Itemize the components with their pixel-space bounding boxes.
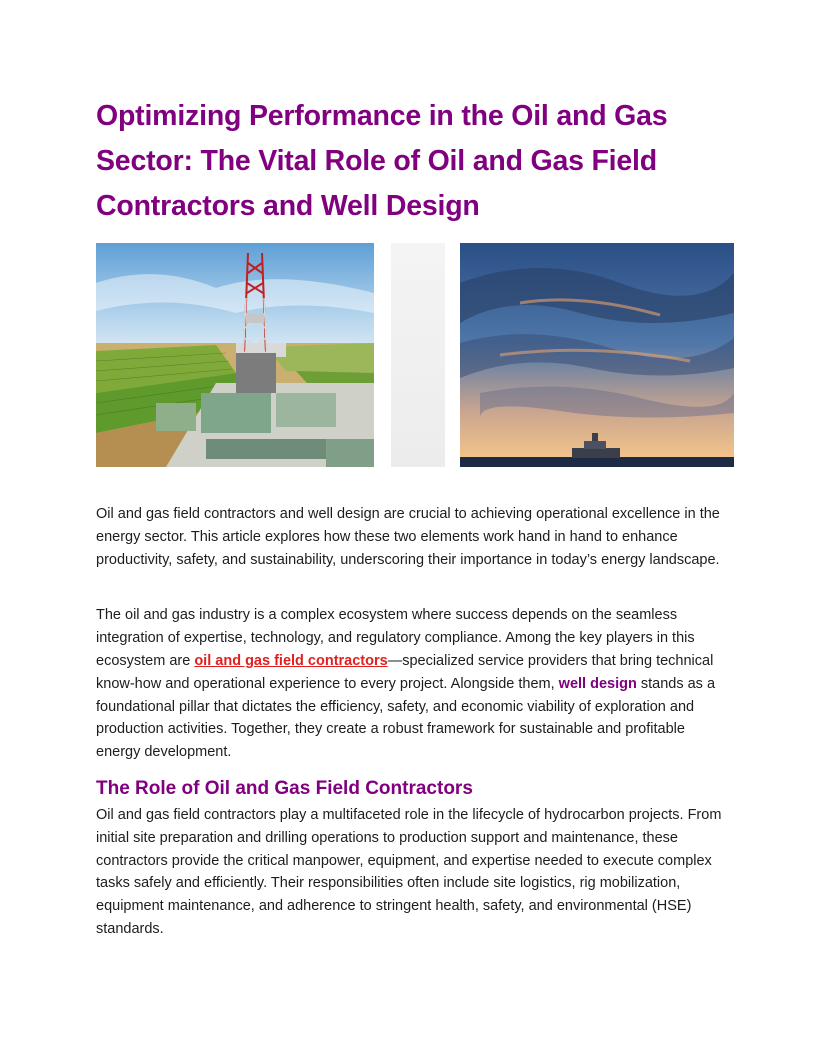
drilling-rig-photo [96, 243, 374, 467]
ecosystem-paragraph [96, 604, 726, 764]
p2-text-2: —specialized service providers that bring technical know-how and operational experience to every project. Alongside them, [96, 652, 714, 692]
p2-text-3: stands as a foundational pillar that dictates the efficiency, safety, and economic viability of exploration and production activities. Together, they create a robust framework for sustainable and profitable energy development. [96, 675, 716, 761]
image-row [96, 243, 726, 469]
oil-gas-contractors-link[interactable]: oil and gas field contractors [194, 652, 388, 669]
page-title: Optimizing Performance in the Oil and Gas Sector: The Vital Role of Oil and Gas Field Contractors and Well Design [96, 100, 668, 222]
offshore-rig-sunset-photo [460, 243, 734, 467]
image-spacer [391, 243, 445, 467]
contractors-paragraph: Oil and gas field contractors play a multifaceted role in the lifecycle of hydrocarbon projects. From initial site preparation and drilling operations to production support and maintenance, these contractors provide the critical manpower, equipment, and expertise needed to execute complex tasks safely and efficiently. Their responsibilities often include site logistics, rig mobilization, equipment maintenance, and adherence to stringent health, safety, and environmental (HSE) standards. [96, 806, 722, 937]
intro-paragraph: Oil and gas field contractors and well design are crucial to achieving operational excellence in the energy sector. This article explores how these two elements work hand in hand to enhance productivity, safety, and sustainability, underscoring their importance in today’s energy landscape. [96, 506, 720, 568]
section-heading-contractors: The Role of Oil and Gas Field Contractors [96, 777, 473, 799]
article [96, 94, 726, 941]
p2-text-1: The oil and gas industry is a complex ecosystem where success depends on the seamless integration of expertise, technology, and regulatory compliance. Among the key players in this ecosystem are [96, 607, 695, 669]
well-design-link[interactable]: well design [558, 675, 637, 692]
